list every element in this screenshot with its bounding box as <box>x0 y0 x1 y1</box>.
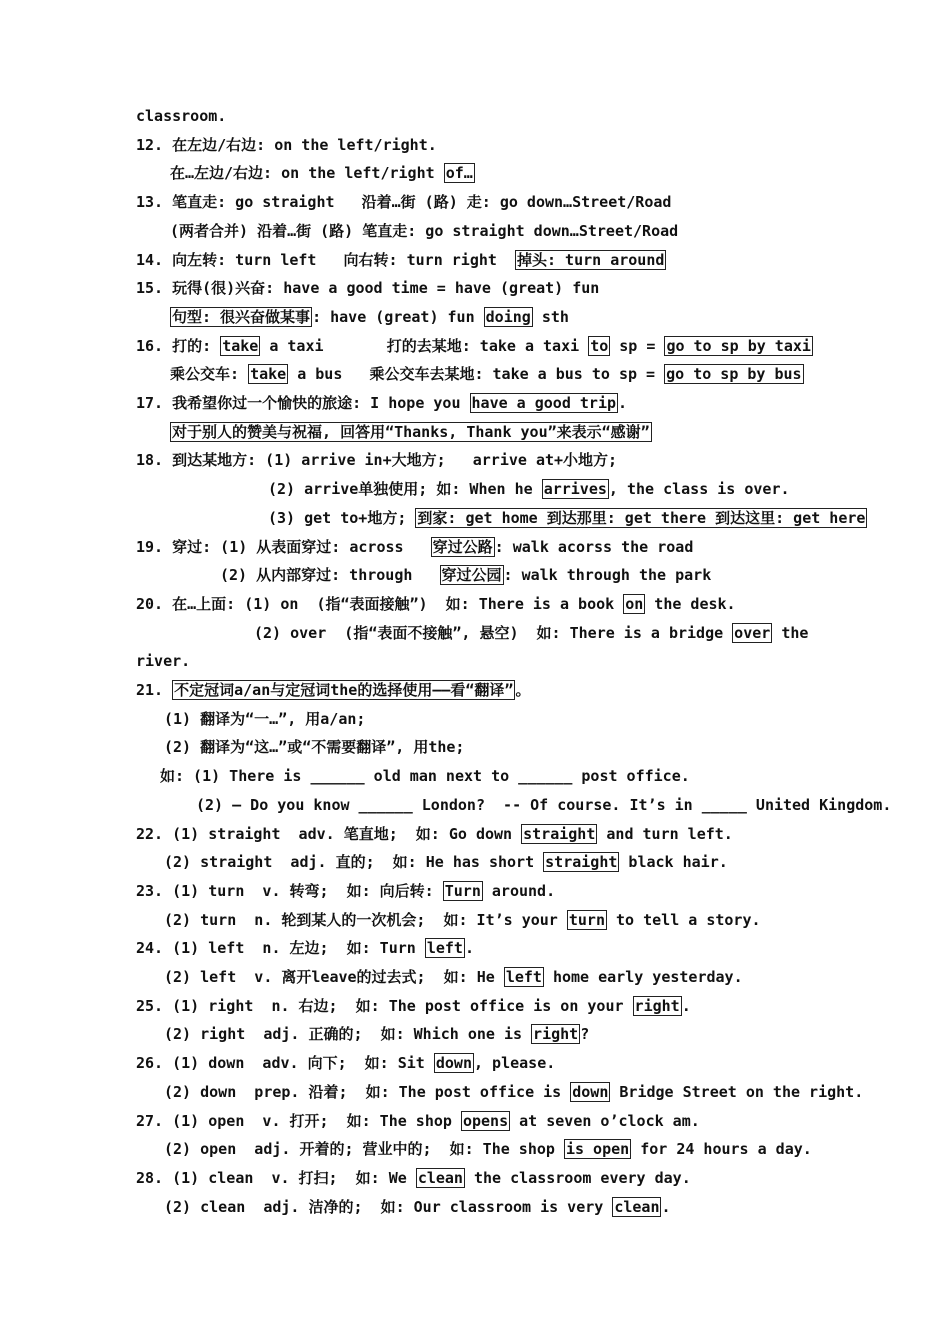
text-segment: the classroom every day. <box>464 1168 691 1187</box>
boxed-text: clean <box>614 1197 660 1216</box>
text-segment: (2) straight adj. 直的; 如: He has short <box>164 853 544 872</box>
text-segment: 20. 在…上面: (1) on (指“表面接触”) 如: There is a book <box>136 594 624 613</box>
text-segment: (2) clean adj. 洁净的; 如: Our classroom is very <box>164 1197 613 1216</box>
text-segment: , the class is over. <box>608 480 790 499</box>
text-line <box>136 938 474 958</box>
boxed-text: left <box>426 939 463 958</box>
text-line <box>254 623 808 643</box>
text-segment: Bridge Street on the right. <box>610 1082 864 1101</box>
text-segment: 乘公交车: <box>170 365 249 384</box>
boxed-text: take <box>222 336 259 355</box>
text-line <box>136 106 226 126</box>
text-segment: (2) right adj. 正确的; 如: Which one is <box>164 1025 532 1044</box>
text-line <box>136 393 627 413</box>
text-line <box>170 307 569 327</box>
text-line <box>136 594 736 614</box>
text-segment: sth <box>532 307 569 326</box>
text-line <box>136 824 733 844</box>
boxed-text: clean <box>417 1168 463 1187</box>
text-segment: the <box>772 623 809 642</box>
text-segment: (2) left v. 离开leave的过去式; 如: He <box>164 968 504 986</box>
text-segment: 27. (1) open v. 打开; 如: The shop <box>136 1111 461 1130</box>
text-segment: at seven o’clock am. <box>510 1111 700 1130</box>
text-segment: 15. 玩得(很)兴奋: have a good time = have (great) fun <box>136 279 600 298</box>
text-line <box>136 881 555 901</box>
boxed-text: down <box>572 1082 609 1101</box>
text-segment: : walk through the park <box>503 566 712 585</box>
text-line <box>160 766 690 786</box>
text-segment: (2) 翻译为“这…”或“不需要翻译”, 用the; <box>164 738 465 757</box>
text-line <box>136 680 530 700</box>
boxed-text: 穿过公园 <box>441 566 502 585</box>
boxed-text: over <box>734 623 771 642</box>
boxed-text: 不定冠词a/an与定冠词the的选择使用——看“翻译” <box>174 681 514 699</box>
boxed-text: arrives <box>543 480 607 499</box>
text-segment: ? <box>580 1025 590 1044</box>
boxed-text: right <box>533 1025 579 1044</box>
boxed-text: go to sp by bus <box>666 365 802 384</box>
text-line <box>268 508 867 528</box>
text-segment: (2) arrive单独使用; 如: When he <box>268 480 542 499</box>
text-segment: river. <box>136 652 191 671</box>
text-line <box>164 1082 863 1102</box>
text-segment: 16. 打的: <box>136 336 221 355</box>
text-segment: classroom. <box>136 107 227 125</box>
boxed-text: have a good trip <box>471 394 617 412</box>
text-line <box>170 221 678 241</box>
text-line <box>136 250 666 270</box>
text-segment: to tell a story. <box>607 910 761 929</box>
text-segment: 在…左边/右边: on the left/right <box>170 164 444 183</box>
boxed-text: 穿过公路 <box>432 537 493 556</box>
boxed-text: 对于别人的赞美与祝福, 回答用“Thanks, Thank you”来表示“感谢” <box>172 422 650 441</box>
text-segment: black hair. <box>619 853 728 872</box>
text-segment: 28. (1) clean v. 打扫; 如: We <box>136 1168 416 1187</box>
text-segment: a taxi 打的去某地: take a taxi <box>260 336 589 355</box>
text-segment: (2) down prep. 沿着; 如: The post office is <box>164 1082 571 1101</box>
text-line <box>136 996 691 1016</box>
text-line <box>164 967 743 987</box>
text-line <box>220 565 711 585</box>
text-line <box>164 1024 589 1044</box>
text-segment: : walk acorss the road <box>494 537 694 556</box>
text-segment: (两者合并) 沿着…街 (路) 笔直走: go straight down…Street/Road <box>170 221 679 240</box>
text-segment: 22. (1) straight adv. 笔直地; 如: Go down <box>136 824 522 843</box>
text-segment: the desk. <box>645 594 736 613</box>
boxed-text: of… <box>445 164 473 183</box>
text-segment: around. <box>482 881 556 900</box>
text-line <box>170 364 804 384</box>
text-segment: 14. 向左转: turn left 向右转: turn right <box>136 250 515 269</box>
text-segment: (2) over (指“表面不接触”, 悬空) 如: There is a bridge <box>254 623 733 642</box>
text-line <box>136 135 437 155</box>
text-segment: 12. 在左边/右边: on the left/right. <box>136 135 437 154</box>
text-line <box>164 852 728 872</box>
boxed-text: 句型: 很兴奋做某事 <box>172 307 311 326</box>
text-segment: 17. 我希望你过一个愉快的旅途: I hope you <box>136 394 470 412</box>
boxed-text: down <box>435 1054 472 1073</box>
text-segment: (1) 翻译为“一…”, 用a/an; <box>164 709 366 728</box>
text-segment: for 24 hours a day. <box>631 1140 812 1159</box>
boxed-text: go to sp by taxi <box>666 336 811 355</box>
text-segment: (3) get to+地方; <box>268 508 416 527</box>
text-line <box>164 1139 812 1159</box>
text-segment: 23. (1) turn v. 转弯; 如: 向后转: <box>136 881 443 900</box>
text-segment: , please. <box>474 1054 556 1073</box>
text-segment: . <box>464 939 474 958</box>
text-segment: . <box>661 1197 671 1216</box>
text-segment: . <box>618 394 628 412</box>
text-line <box>136 537 693 557</box>
text-line <box>136 1053 555 1073</box>
text-line <box>164 737 464 757</box>
text-line <box>164 1197 671 1217</box>
text-line <box>170 422 652 442</box>
text-segment: . <box>681 996 691 1015</box>
text-segment: 。 <box>515 681 531 699</box>
boxed-text: turn <box>568 910 605 929</box>
text-segment: 如: (1) There is ______ old man next to ______ post office. <box>160 767 690 786</box>
text-line <box>136 651 190 671</box>
text-line <box>164 709 365 729</box>
boxed-text: to <box>590 336 609 355</box>
text-segment: and turn left. <box>597 824 733 843</box>
text-line <box>268 479 790 499</box>
text-line <box>136 1168 691 1188</box>
boxed-text: take <box>250 365 287 384</box>
boxed-text: 到家: get home 到达那里: get there 到达这里: get here <box>417 508 866 527</box>
boxed-text: straight <box>545 853 618 872</box>
text-line <box>170 163 475 183</box>
boxed-text: opens <box>462 1111 509 1130</box>
text-segment: a bus 乘公交车去某地: take a bus to sp = <box>288 365 665 384</box>
text-segment: (2) – Do you know ______ London? -- Of course. It’s in _____ United Kingdom. <box>196 795 892 814</box>
text-segment: : have (great) fun <box>312 307 484 326</box>
boxed-text: left <box>505 968 542 986</box>
text-segment: 24. (1) left n. 左边; 如: Turn <box>136 939 425 958</box>
text-segment: (2) open adj. 开着的; 营业中的; 如: The shop <box>164 1140 564 1159</box>
boxed-text: on <box>625 594 644 613</box>
text-segment: 18. 到达某地方: (1) arrive in+大地方; arrive at+小地方; <box>136 451 618 470</box>
text-line <box>196 795 891 815</box>
text-segment: sp = <box>610 336 665 355</box>
text-segment: 26. (1) down adv. 向下; 如: Sit <box>136 1054 434 1073</box>
text-line <box>136 278 599 298</box>
boxed-text: doing <box>485 307 531 326</box>
text-line <box>136 1111 700 1131</box>
text-segment: home early yesterday. <box>543 968 743 986</box>
text-segment: 13. 笔直走: go straight 沿着…街 (路) 走: go down…Street/Road <box>136 193 672 212</box>
text-segment: 21. <box>136 681 173 699</box>
text-segment: 25. (1) right n. 右边; 如: The post office is on your <box>136 996 633 1015</box>
text-segment: 19. 穿过: (1) 从表面穿过: across <box>136 537 431 556</box>
boxed-text: straight <box>523 824 596 843</box>
text-segment: (2) 从内部穿过: through <box>220 566 440 585</box>
boxed-text: right <box>634 996 680 1015</box>
text-segment: (2) turn n. 轮到某人的一次机会; 如: It’s your <box>164 910 567 929</box>
text-line <box>136 450 617 470</box>
text-line <box>136 336 813 356</box>
boxed-text: 掉头: turn around <box>517 250 665 269</box>
text-line <box>136 192 671 212</box>
boxed-text: is open <box>565 1140 630 1159</box>
text-line <box>164 910 761 930</box>
boxed-text: Turn <box>444 881 481 900</box>
